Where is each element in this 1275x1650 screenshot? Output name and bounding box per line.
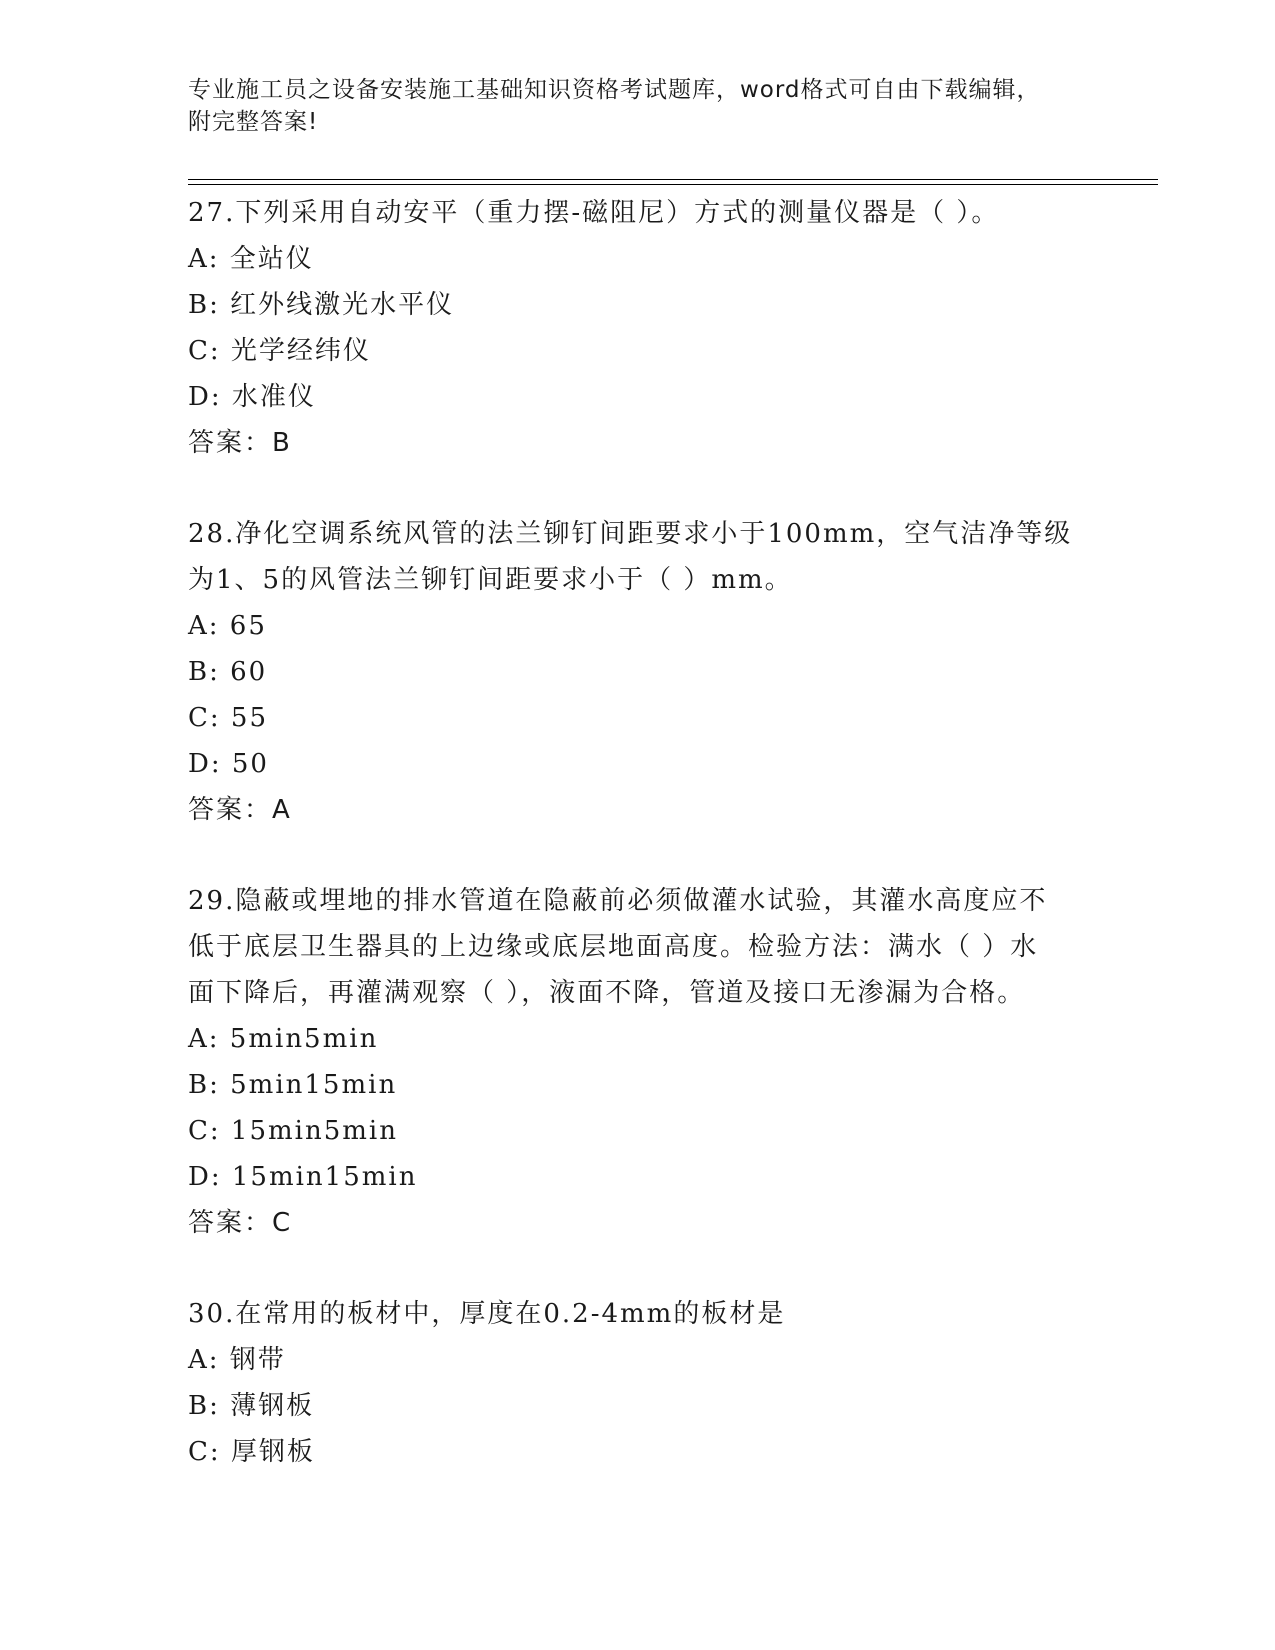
question-spacer [188, 466, 1088, 511]
question-stem: 27.下列采用自动安平（重力摆-磁阻尼）方式的测量仪器是（ ）。 [188, 198, 1000, 228]
question-spacer [188, 833, 1088, 878]
question-spacer [188, 1246, 1088, 1291]
option-d: D: 15min15min [188, 1162, 418, 1192]
option-c: C: 光学经纬仪 [188, 336, 371, 366]
option-a: A: 钢带 [188, 1345, 286, 1375]
option-b: B: 薄钢板 [188, 1391, 315, 1421]
answer: 答案：B [188, 428, 292, 458]
option-d: D: 水准仪 [188, 382, 316, 412]
question-stem: 面下降后，再灌满观察（ ），液面不降，管道及接口无渗漏为合格。 [188, 978, 1026, 1008]
option-a: A: 5min5min [188, 1024, 379, 1054]
header-line-2: 附完整答案! [188, 109, 319, 135]
question-stem: 30.在常用的板材中，厚度在0.2-4mm的板材是 [188, 1299, 786, 1329]
option-b: B: 60 [188, 657, 268, 687]
option-c: C: 厚钢板 [188, 1437, 315, 1467]
option-a: A: 全站仪 [188, 244, 314, 274]
question-stem: 28.净化空调系统风管的法兰铆钉间距要求小于100mm，空气洁净等级 [188, 519, 1073, 549]
answer: 答案：A [188, 795, 292, 825]
option-b: B: 5min15min [188, 1070, 398, 1100]
question-stem: 为1、5的风管法兰铆钉间距要求小于（ ）mm。 [188, 565, 793, 595]
question-30 [188, 1291, 1088, 1475]
question-stem: 低于底层卫生器具的上边缘或底层地面高度。检验方法：满水（ ）水 [188, 932, 1039, 962]
question-27 [188, 190, 1088, 466]
option-c: C: 15min5min [188, 1116, 398, 1146]
question-29 [188, 878, 1088, 1246]
header-line-1: 专业施工员之设备安装施工基础知识资格考试题库，word格式可自由下载编辑， [188, 77, 1041, 103]
question-28 [188, 511, 1088, 833]
question-stem: 29.隐蔽或埋地的排水管道在隐蔽前必须做灌水试验，其灌水高度应不 [188, 886, 1048, 916]
header-divider-bottom [188, 184, 1158, 185]
option-a: A: 65 [188, 611, 267, 641]
option-d: D: 50 [188, 749, 269, 779]
header-divider-top [188, 179, 1158, 180]
option-c: C: 55 [188, 703, 269, 733]
option-b: B: 红外线激光水平仪 [188, 290, 455, 320]
answer: 答案：C [188, 1208, 293, 1238]
question-list [188, 190, 1088, 1475]
document-header [188, 74, 1088, 138]
